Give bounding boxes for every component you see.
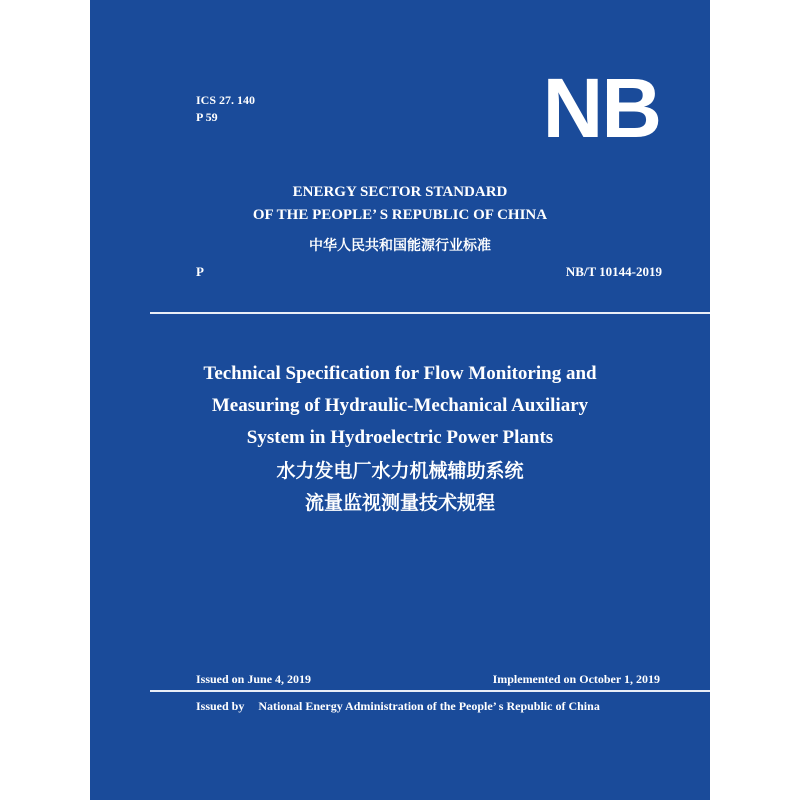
sector-line-1: ENERGY SECTOR STANDARD <box>292 184 508 200</box>
issue-date: Issued on June 4, 2019 <box>196 672 312 686</box>
issuer-name: National Energy Administration of the People’ s Republic of China <box>258 699 600 713</box>
title-line-2: Measuring of Hydraulic-Mechanical Auxiliary <box>211 395 589 416</box>
implementation-date: Implemented on October 1, 2019 <box>492 672 660 686</box>
document-title-cn <box>90 455 710 519</box>
sector-title-cn: 中华人民共和国能源行业标准 <box>309 238 491 254</box>
sector-title-en <box>90 181 710 227</box>
left-code: P <box>196 264 204 279</box>
document-title-en <box>90 358 710 454</box>
issuer-line <box>196 699 600 714</box>
ics-code: ICS 27. 140 <box>196 93 256 107</box>
standard-number: NB/T 10144-2019 <box>565 264 662 279</box>
bottom-divider <box>150 690 710 692</box>
nb-logo: NB <box>542 61 660 155</box>
issued-by-label: Issued by <box>196 699 245 713</box>
title-line-1: Technical Specification for Flow Monitoring and <box>203 363 597 384</box>
classification-codes <box>196 92 255 126</box>
p-code: P 59 <box>196 110 218 124</box>
top-divider <box>150 312 710 314</box>
title-line-3: System in Hydroelectric Power Plants <box>246 427 554 448</box>
book-cover <box>90 0 710 800</box>
title-cn-line-1: 水力发电厂水力机械辅助系统 <box>276 460 524 482</box>
sector-line-2: OF THE PEOPLE’ S REPUBLIC OF CHINA <box>252 207 548 223</box>
title-cn-line-2: 流量监视测量技术规程 <box>304 492 495 514</box>
